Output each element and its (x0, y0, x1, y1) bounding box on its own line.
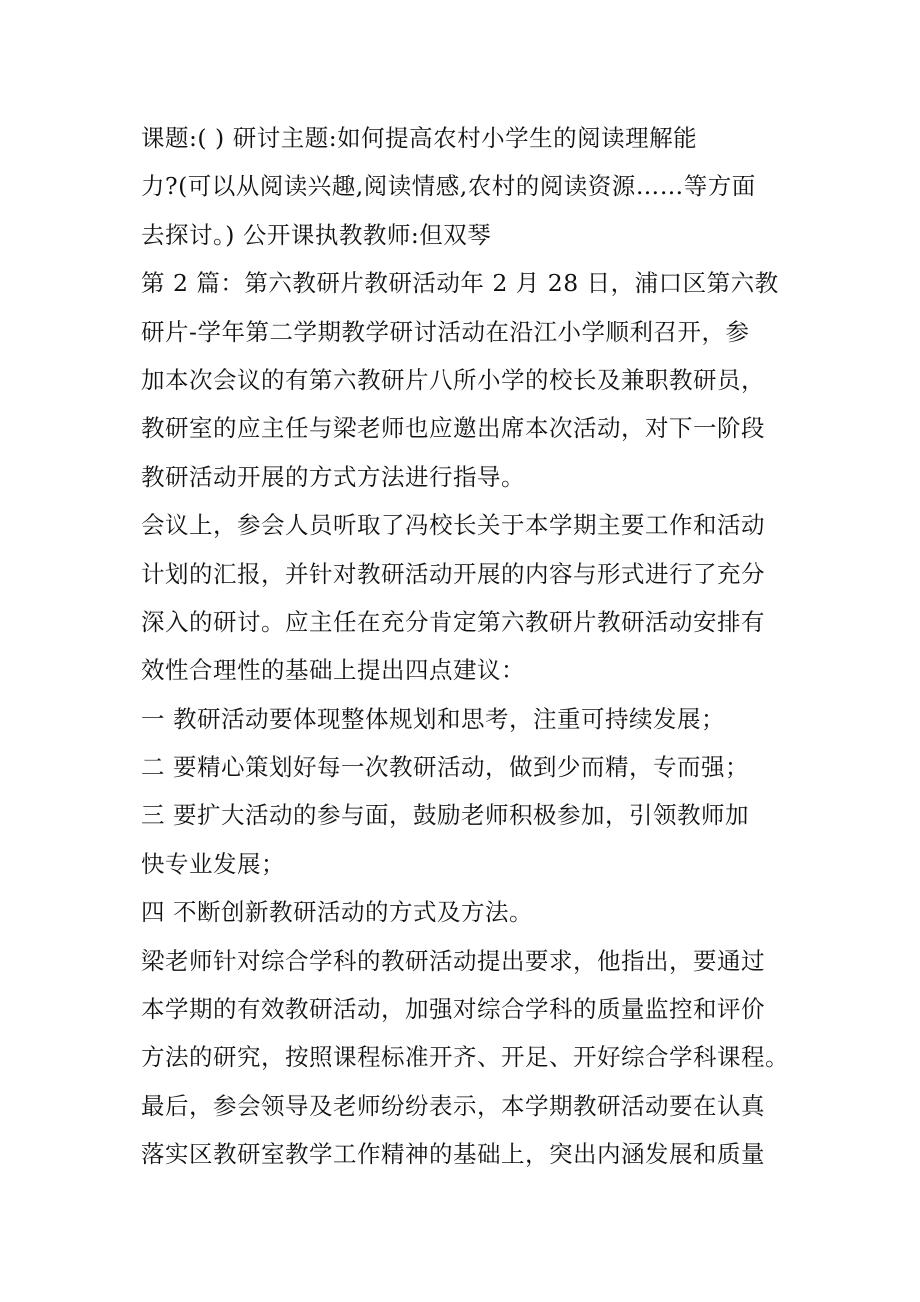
list-item-continuation: 快专业发展； (141, 849, 285, 878)
text-line: 方法的研究，按照课程标准开齐、开足、开好综合学科课程。 (141, 1043, 789, 1072)
text-line: 计划的汇报，并针对教研活动开展的内容与形式进行了充分 (141, 559, 765, 588)
text-line: 加本次会议的有第六教研片八所小学的校长及兼职教研员， (141, 365, 765, 394)
text-line: 效性合理性的基础上提出四点建议： (141, 656, 525, 685)
text-line: 深入的研讨。应主任在充分肯定第六教研片教研活动安排有 (141, 607, 765, 636)
document-body (141, 114, 791, 1179)
text-line: 力?(可以从阅读兴趣,阅读情感,农村的阅读资源……等方面 (141, 172, 756, 201)
text-line: 研片-学年第二学期教学研讨活动在沿江小学顺利召开，参 (141, 317, 750, 346)
text-line: 教研活动开展的方式方法进行指导。 (141, 462, 525, 491)
text-line: 课题:( ) 研讨主题:如何提高农村小学生的阅读理解能 (141, 124, 698, 152)
list-item: 二 要精心策划好每一次教研活动，做到少而精，专而强； (141, 753, 749, 782)
text-line: 教研室的应主任与梁老师也应邀出席本次活动，对下一阶段 (141, 414, 765, 443)
text-line: 梁老师针对综合学科的教研活动提出要求，他指出，要通过 (141, 946, 765, 975)
list-item: 四 不断创新教研活动的方式及方法。 (141, 898, 533, 927)
text-line: 会议上，参会人员听取了冯校长关于本学期主要工作和活动 (141, 511, 765, 540)
text-line: 落实区教研室教学工作精神的基础上，突出内涵发展和质量 (141, 1140, 765, 1169)
text-line: 去探讨。) 公开课执教教师:但双琴 (141, 220, 492, 249)
text-line: 最后，参会领导及老师纷纷表示，本学期教研活动要在认真 (141, 1091, 765, 1120)
text-line: 本学期的有效教研活动，加强对综合学科的质量监控和评价 (141, 995, 765, 1024)
text-line: 第 2 篇：第六教研片教研活动年 2 月 28 日，浦口区第六教 (141, 269, 779, 298)
list-item: 一 教研活动要体现整体规划和思考，注重可持续发展； (141, 704, 725, 733)
list-item: 三 要扩大活动的参与面，鼓励老师积极参加，引领教师加 (141, 801, 749, 830)
